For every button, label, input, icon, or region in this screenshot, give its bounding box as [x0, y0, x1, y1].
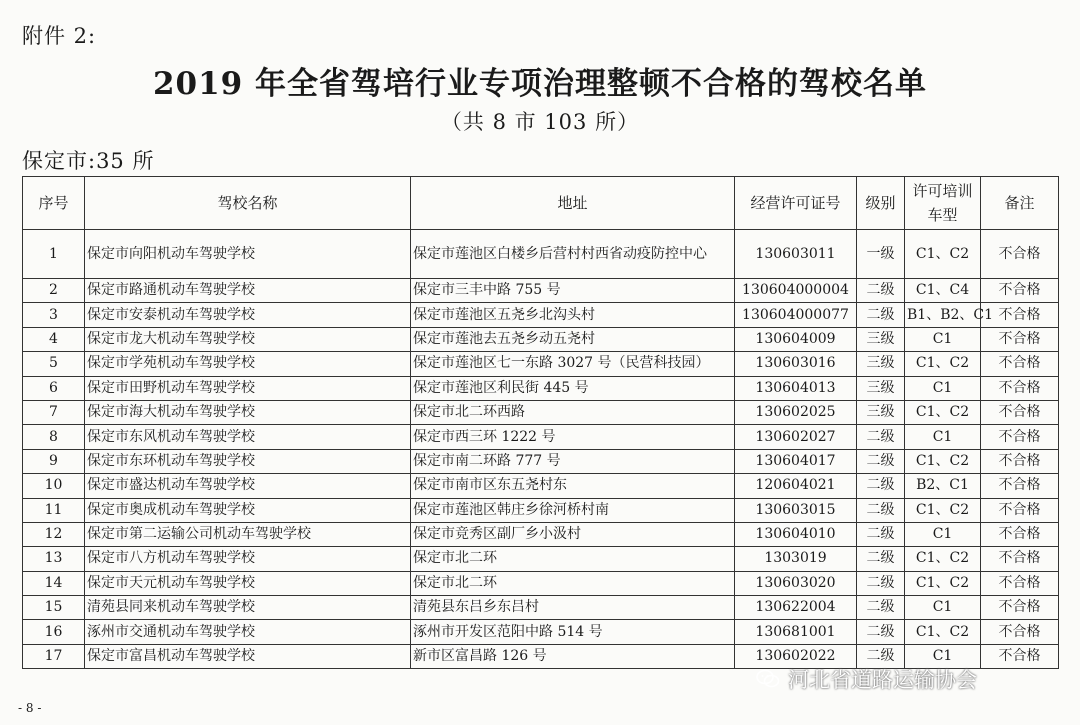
wechat-icon: [756, 668, 780, 690]
cell-vehicle: C1、C2: [905, 547, 981, 571]
cell-license: 130603020: [735, 571, 857, 595]
cell-level: 二级: [857, 498, 905, 522]
cell-vehicle: C1、C2: [905, 449, 981, 473]
header-name: 驾校名称: [85, 177, 411, 230]
cell-address: 保定市竞秀区副厂乡小汲村: [411, 522, 735, 546]
header-no: 序号: [23, 177, 85, 230]
cell-no: 2: [23, 279, 85, 303]
cell-license: 130602027: [735, 425, 857, 449]
table-row: [23, 327, 1059, 351]
table-row: [23, 498, 1059, 522]
cell-school-name: 保定市龙大机动车驾驶学校: [85, 327, 411, 351]
cell-remark: 不合格: [981, 449, 1059, 473]
cell-level: 二级: [857, 425, 905, 449]
cell-license: 130603011: [735, 230, 857, 279]
cell-remark: 不合格: [981, 498, 1059, 522]
cell-remark: 不合格: [981, 279, 1059, 303]
header-vehicle: 许可培训车型: [905, 177, 981, 230]
cell-vehicle: C1: [905, 376, 981, 400]
cell-remark: 不合格: [981, 522, 1059, 546]
cell-remark: 不合格: [981, 352, 1059, 376]
cell-level: 二级: [857, 303, 905, 327]
cell-no: 13: [23, 547, 85, 571]
table-row: [23, 352, 1059, 376]
cell-no: 5: [23, 352, 85, 376]
cell-no: 7: [23, 400, 85, 424]
cell-vehicle: C1: [905, 522, 981, 546]
cell-vehicle: C1: [905, 327, 981, 351]
cell-license: 130604013: [735, 376, 857, 400]
cell-no: 12: [23, 522, 85, 546]
cell-no: 4: [23, 327, 85, 351]
cell-level: 三级: [857, 376, 905, 400]
cell-no: 15: [23, 596, 85, 620]
cell-level: 二级: [857, 644, 905, 668]
cell-remark: 不合格: [981, 327, 1059, 351]
header-remark: 备注: [981, 177, 1059, 230]
cell-level: 二级: [857, 547, 905, 571]
attachment-label: 附件 2:: [22, 24, 97, 48]
cell-address: 保定市北二环西路: [411, 400, 735, 424]
table-row: [23, 230, 1059, 279]
cell-school-name: 保定市东风机动车驾驶学校: [85, 425, 411, 449]
table-row: [23, 547, 1059, 571]
page-number: - 8 -: [18, 701, 42, 715]
cell-school-name: 保定市海大机动车驾驶学校: [85, 400, 411, 424]
cell-school-name: 保定市学苑机动车驾驶学校: [85, 352, 411, 376]
cell-vehicle: C1、C2: [905, 498, 981, 522]
cell-no: 16: [23, 620, 85, 644]
cell-no: 3: [23, 303, 85, 327]
table-row: [23, 596, 1059, 620]
cell-address: 保定市南市区东五尧村东: [411, 474, 735, 498]
cell-license: 130603015: [735, 498, 857, 522]
cell-address: 保定市三丰中路 755 号: [411, 279, 735, 303]
cell-vehicle: C1、C2: [905, 571, 981, 595]
cell-remark: 不合格: [981, 547, 1059, 571]
cell-level: 二级: [857, 449, 905, 473]
table-row: [23, 400, 1059, 424]
cell-address: 保定市莲池区白楼乡后营村村西省动疫防控中心: [411, 230, 735, 279]
cell-no: 11: [23, 498, 85, 522]
cell-address: 保定市西三环 1222 号: [411, 425, 735, 449]
table-row: [23, 279, 1059, 303]
cell-address: 保定市莲池去五尧乡动五尧村: [411, 327, 735, 351]
cell-vehicle: B1、B2、C1: [905, 303, 981, 327]
cell-vehicle: C1: [905, 596, 981, 620]
cell-remark: 不合格: [981, 474, 1059, 498]
cell-school-name: 保定市第二运输公司机动车驾驶学校: [85, 522, 411, 546]
cell-vehicle: C1、C2: [905, 230, 981, 279]
cell-school-name: 保定市东环机动车驾驶学校: [85, 449, 411, 473]
cell-remark: 不合格: [981, 571, 1059, 595]
cell-license: 1303019: [735, 547, 857, 571]
cell-vehicle: C1: [905, 644, 981, 668]
cell-school-name: 保定市天元机动车驾驶学校: [85, 571, 411, 595]
cell-address: 保定市莲池区七一东路 3027 号（民营科技园）: [411, 352, 735, 376]
cell-address: 保定市北二环: [411, 571, 735, 595]
document-subtitle: （共 8 市 103 所）: [440, 110, 640, 134]
cell-level: 二级: [857, 620, 905, 644]
cell-address: 保定市莲池区韩庄乡徐河桥村南: [411, 498, 735, 522]
document-title: 2019 年全省驾培行业专项治理整顿不合格的驾校名单: [152, 66, 928, 102]
table-row: [23, 376, 1059, 400]
header-address: 地址: [411, 177, 735, 230]
cell-license: 130681001: [735, 620, 857, 644]
cell-vehicle: C1、C2: [905, 620, 981, 644]
header-level: 级别: [857, 177, 905, 230]
cell-address: 清苑县东吕乡东吕村: [411, 596, 735, 620]
cell-license: 130604010: [735, 522, 857, 546]
cell-no: 17: [23, 644, 85, 668]
cell-license: 130602025: [735, 400, 857, 424]
cell-license: 130622004: [735, 596, 857, 620]
cell-level: 三级: [857, 400, 905, 424]
cell-school-name: 清苑县同来机动车驾驶学校: [85, 596, 411, 620]
cell-remark: 不合格: [981, 400, 1059, 424]
header-license: 经营许可证号: [735, 177, 857, 230]
table-row: [23, 474, 1059, 498]
cell-address: 保定市北二环: [411, 547, 735, 571]
cell-license: 130604000077: [735, 303, 857, 327]
cell-vehicle: C1、C2: [905, 352, 981, 376]
cell-school-name: 保定市田野机动车驾驶学校: [85, 376, 411, 400]
cell-address: 新市区富昌路 126 号: [411, 644, 735, 668]
cell-address: 涿州市开发区范阳中路 514 号: [411, 620, 735, 644]
cell-license: 130604017: [735, 449, 857, 473]
cell-vehicle: C1: [905, 425, 981, 449]
cell-remark: 不合格: [981, 376, 1059, 400]
table-row: [23, 522, 1059, 546]
watermark-text: 河北省道路运输协会: [788, 668, 977, 692]
cell-no: 9: [23, 449, 85, 473]
watermark: [756, 664, 977, 694]
cell-school-name: 涿州市交通机动车驾驶学校: [85, 620, 411, 644]
cell-remark: 不合格: [981, 644, 1059, 668]
cell-remark: 不合格: [981, 620, 1059, 644]
cell-address: 保定市南二环路 777 号: [411, 449, 735, 473]
table-row: [23, 303, 1059, 327]
cell-license: 130603016: [735, 352, 857, 376]
table-row: [23, 425, 1059, 449]
table-row: [23, 449, 1059, 473]
cell-vehicle: B2、C1: [905, 474, 981, 498]
cell-no: 8: [23, 425, 85, 449]
cell-school-name: 保定市盛达机动车驾驶学校: [85, 474, 411, 498]
cell-level: 二级: [857, 474, 905, 498]
cell-level: 二级: [857, 596, 905, 620]
table-row: [23, 571, 1059, 595]
cell-no: 6: [23, 376, 85, 400]
cell-level: 一级: [857, 230, 905, 279]
table-header-row: [23, 177, 1059, 230]
cell-vehicle: C1、C4: [905, 279, 981, 303]
cell-school-name: 保定市富昌机动车驾驶学校: [85, 644, 411, 668]
cell-address: 保定市莲池区利民街 445 号: [411, 376, 735, 400]
cell-no: 14: [23, 571, 85, 595]
cell-license: 130604009: [735, 327, 857, 351]
cell-address: 保定市莲池区五尧乡北沟头村: [411, 303, 735, 327]
city-heading: 保定市:35 所: [22, 149, 155, 173]
cell-license: 130604000004: [735, 279, 857, 303]
cell-remark: 不合格: [981, 230, 1059, 279]
cell-remark: 不合格: [981, 425, 1059, 449]
cell-level: 二级: [857, 571, 905, 595]
cell-license: 120604021: [735, 474, 857, 498]
cell-license: 130602022: [735, 644, 857, 668]
cell-school-name: 保定市奥成机动车驾驶学校: [85, 498, 411, 522]
school-table: [22, 176, 1059, 669]
cell-level: 二级: [857, 522, 905, 546]
cell-remark: 不合格: [981, 303, 1059, 327]
cell-remark: 不合格: [981, 596, 1059, 620]
cell-school-name: 保定市八方机动车驾驶学校: [85, 547, 411, 571]
cell-level: 三级: [857, 327, 905, 351]
cell-school-name: 保定市安泰机动车驾驶学校: [85, 303, 411, 327]
cell-level: 二级: [857, 279, 905, 303]
table-row: [23, 620, 1059, 644]
cell-level: 三级: [857, 352, 905, 376]
cell-no: 1: [23, 230, 85, 279]
cell-school-name: 保定市路通机动车驾驶学校: [85, 279, 411, 303]
cell-no: 10: [23, 474, 85, 498]
cell-vehicle: C1、C2: [905, 400, 981, 424]
cell-school-name: 保定市向阳机动车驾驶学校: [85, 230, 411, 279]
